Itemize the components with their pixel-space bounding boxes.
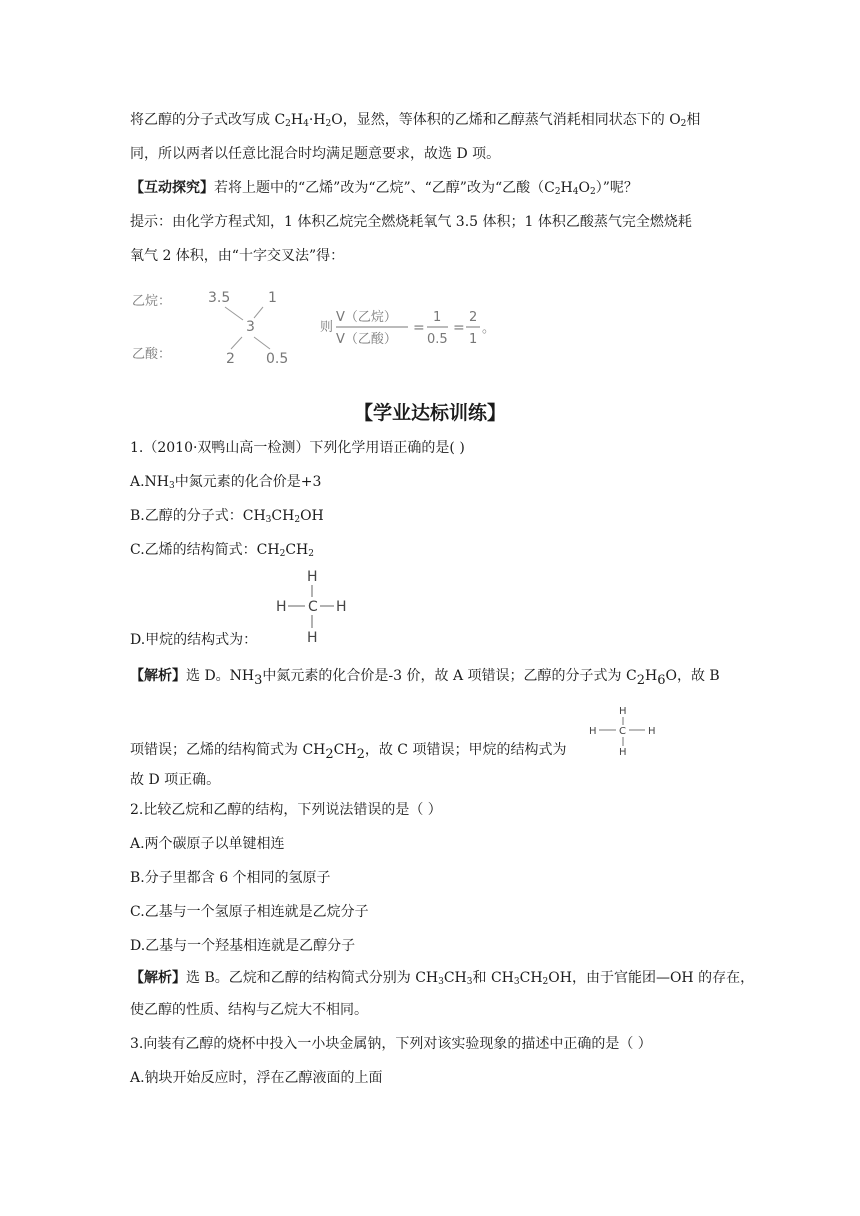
cross-top-left: 3.5	[208, 290, 231, 306]
atom-h-left: H	[276, 599, 287, 615]
cross-line-bl	[231, 337, 242, 349]
acetic-label: 乙酸：	[132, 347, 172, 362]
q3-stem: 3.向装有乙醇的烧杯中投入一小块金属钠，下列对该实验现象的描述中正确的是（ ）	[130, 1036, 652, 1052]
cross-line-tr	[254, 307, 263, 318]
hint-line-2: 氧气 2 体积，由“十字交叉法”得：	[130, 248, 345, 264]
intro-line-2: 同，所以两者以任意比混合时均满足题意要求，故选 D 项。	[130, 146, 501, 162]
cross-line-tl	[225, 307, 243, 320]
methane-structure	[270, 565, 360, 647]
q2-option-b: B.分子里都含 6 个相同的氢原子	[130, 870, 331, 886]
fraction1-den: 0.5	[427, 332, 448, 347]
q2-option-c: C.乙基与一个氢原子相连就是乙烷分子	[130, 904, 369, 920]
small-h-bottom: H	[619, 747, 627, 758]
cross-method-figure	[130, 285, 510, 375]
ratio-denominator: V（乙酸）	[336, 332, 397, 347]
hint-line-1: 提示：由化学方程式知，1 体积乙烷完全燃烧耗氧气 3.5 体积；1 体积乙酸蒸气完全燃烧耗	[130, 214, 692, 230]
q2-stem: 2.比较乙烷和乙醇的结构，下列说法错误的是（ ）	[130, 802, 442, 818]
cross-center: 3	[246, 319, 255, 335]
equals-1: =	[413, 320, 425, 336]
q1-stem: 1.（2010·双鸭山高一检测）下列化学用语正确的是( )	[130, 440, 465, 456]
fraction-end: 。	[482, 321, 496, 336]
ethane-label: 乙烷：	[132, 294, 172, 309]
fraction1-num: 1	[433, 310, 442, 325]
equals-2: =	[453, 320, 465, 336]
q2-option-d: D.乙基与一个羟基相连就是乙醇分子	[130, 938, 356, 954]
section-title: 【学业达标训练】	[353, 402, 506, 424]
q3-option-a: A.钠块开始反应时，浮在乙醇液面的上面	[130, 1070, 383, 1086]
q1-option-a: $A.NH_3$中氮元素的化合价是+3	[130, 474, 322, 491]
cross-bottom-left: 2	[226, 351, 235, 367]
methane-structure-small	[586, 704, 662, 758]
q1-analysis-line-3: 故 D 项正确。	[130, 772, 221, 788]
cross-line-br	[254, 337, 270, 349]
q2-analysis-line-2: 使乙醇的性质、结构与乙烷大不相同。	[130, 1002, 368, 1018]
small-h-right: H	[648, 726, 656, 737]
ratio-numerator: V（乙烷）	[336, 310, 397, 325]
q1-option-c: C.乙烯的结构简式：$CH_2CH_2$	[130, 542, 314, 559]
fraction2-den: 1	[469, 332, 478, 347]
cross-bottom-right: 0.5	[266, 351, 289, 367]
interactive-inquiry: 【互动探究】若将上题中的“乙烯”改为“乙烷”、“乙醇”改为“乙酸$(C_2H_4O_2)$”呢？	[130, 180, 638, 197]
atom-h-top: H	[307, 569, 318, 585]
intro-line-1: 将乙醇的分子式改写成 $C_2H_4\cdot H_2O$，显然，等体积的乙烯和乙醇蒸气消耗相同状态下的 $O_2$相	[130, 112, 701, 129]
q2-option-a: A.两个碳原子以单键相连	[130, 836, 285, 852]
atom-h-right: H	[336, 599, 347, 615]
fraction2-num: 2	[469, 310, 478, 325]
atom-h-bottom: H	[307, 630, 318, 646]
cross-top-right: 1	[268, 290, 277, 306]
q2-analysis: 【解析】选 B。乙烷和乙醇的结构简式分别为 $CH_3CH_3$和 $CH_3CH_2OH$，由于官能团—OH 的存在，	[130, 970, 755, 987]
q1-analysis: 【解析】选 D。NH3中氮元素的化合价是-3 价，故 A 项错误；乙醇的分子式为 C2H6O，故 B	[130, 668, 720, 688]
small-h-left: H	[589, 726, 597, 737]
small-h-top: H	[619, 706, 627, 717]
then-word: 则	[320, 320, 334, 335]
q1-analysis-line-2: 项错误；乙烯的结构简式为 CH2CH2，故 C 项错误；甲烷的结构式为	[130, 742, 567, 762]
atom-c: C	[308, 599, 318, 615]
small-c: C	[619, 726, 626, 737]
q1-option-d: D.甲烷的结构式为：	[130, 632, 258, 648]
q1-option-b: B.乙醇的分子式：$CH_3CH_2OH$	[130, 508, 324, 525]
